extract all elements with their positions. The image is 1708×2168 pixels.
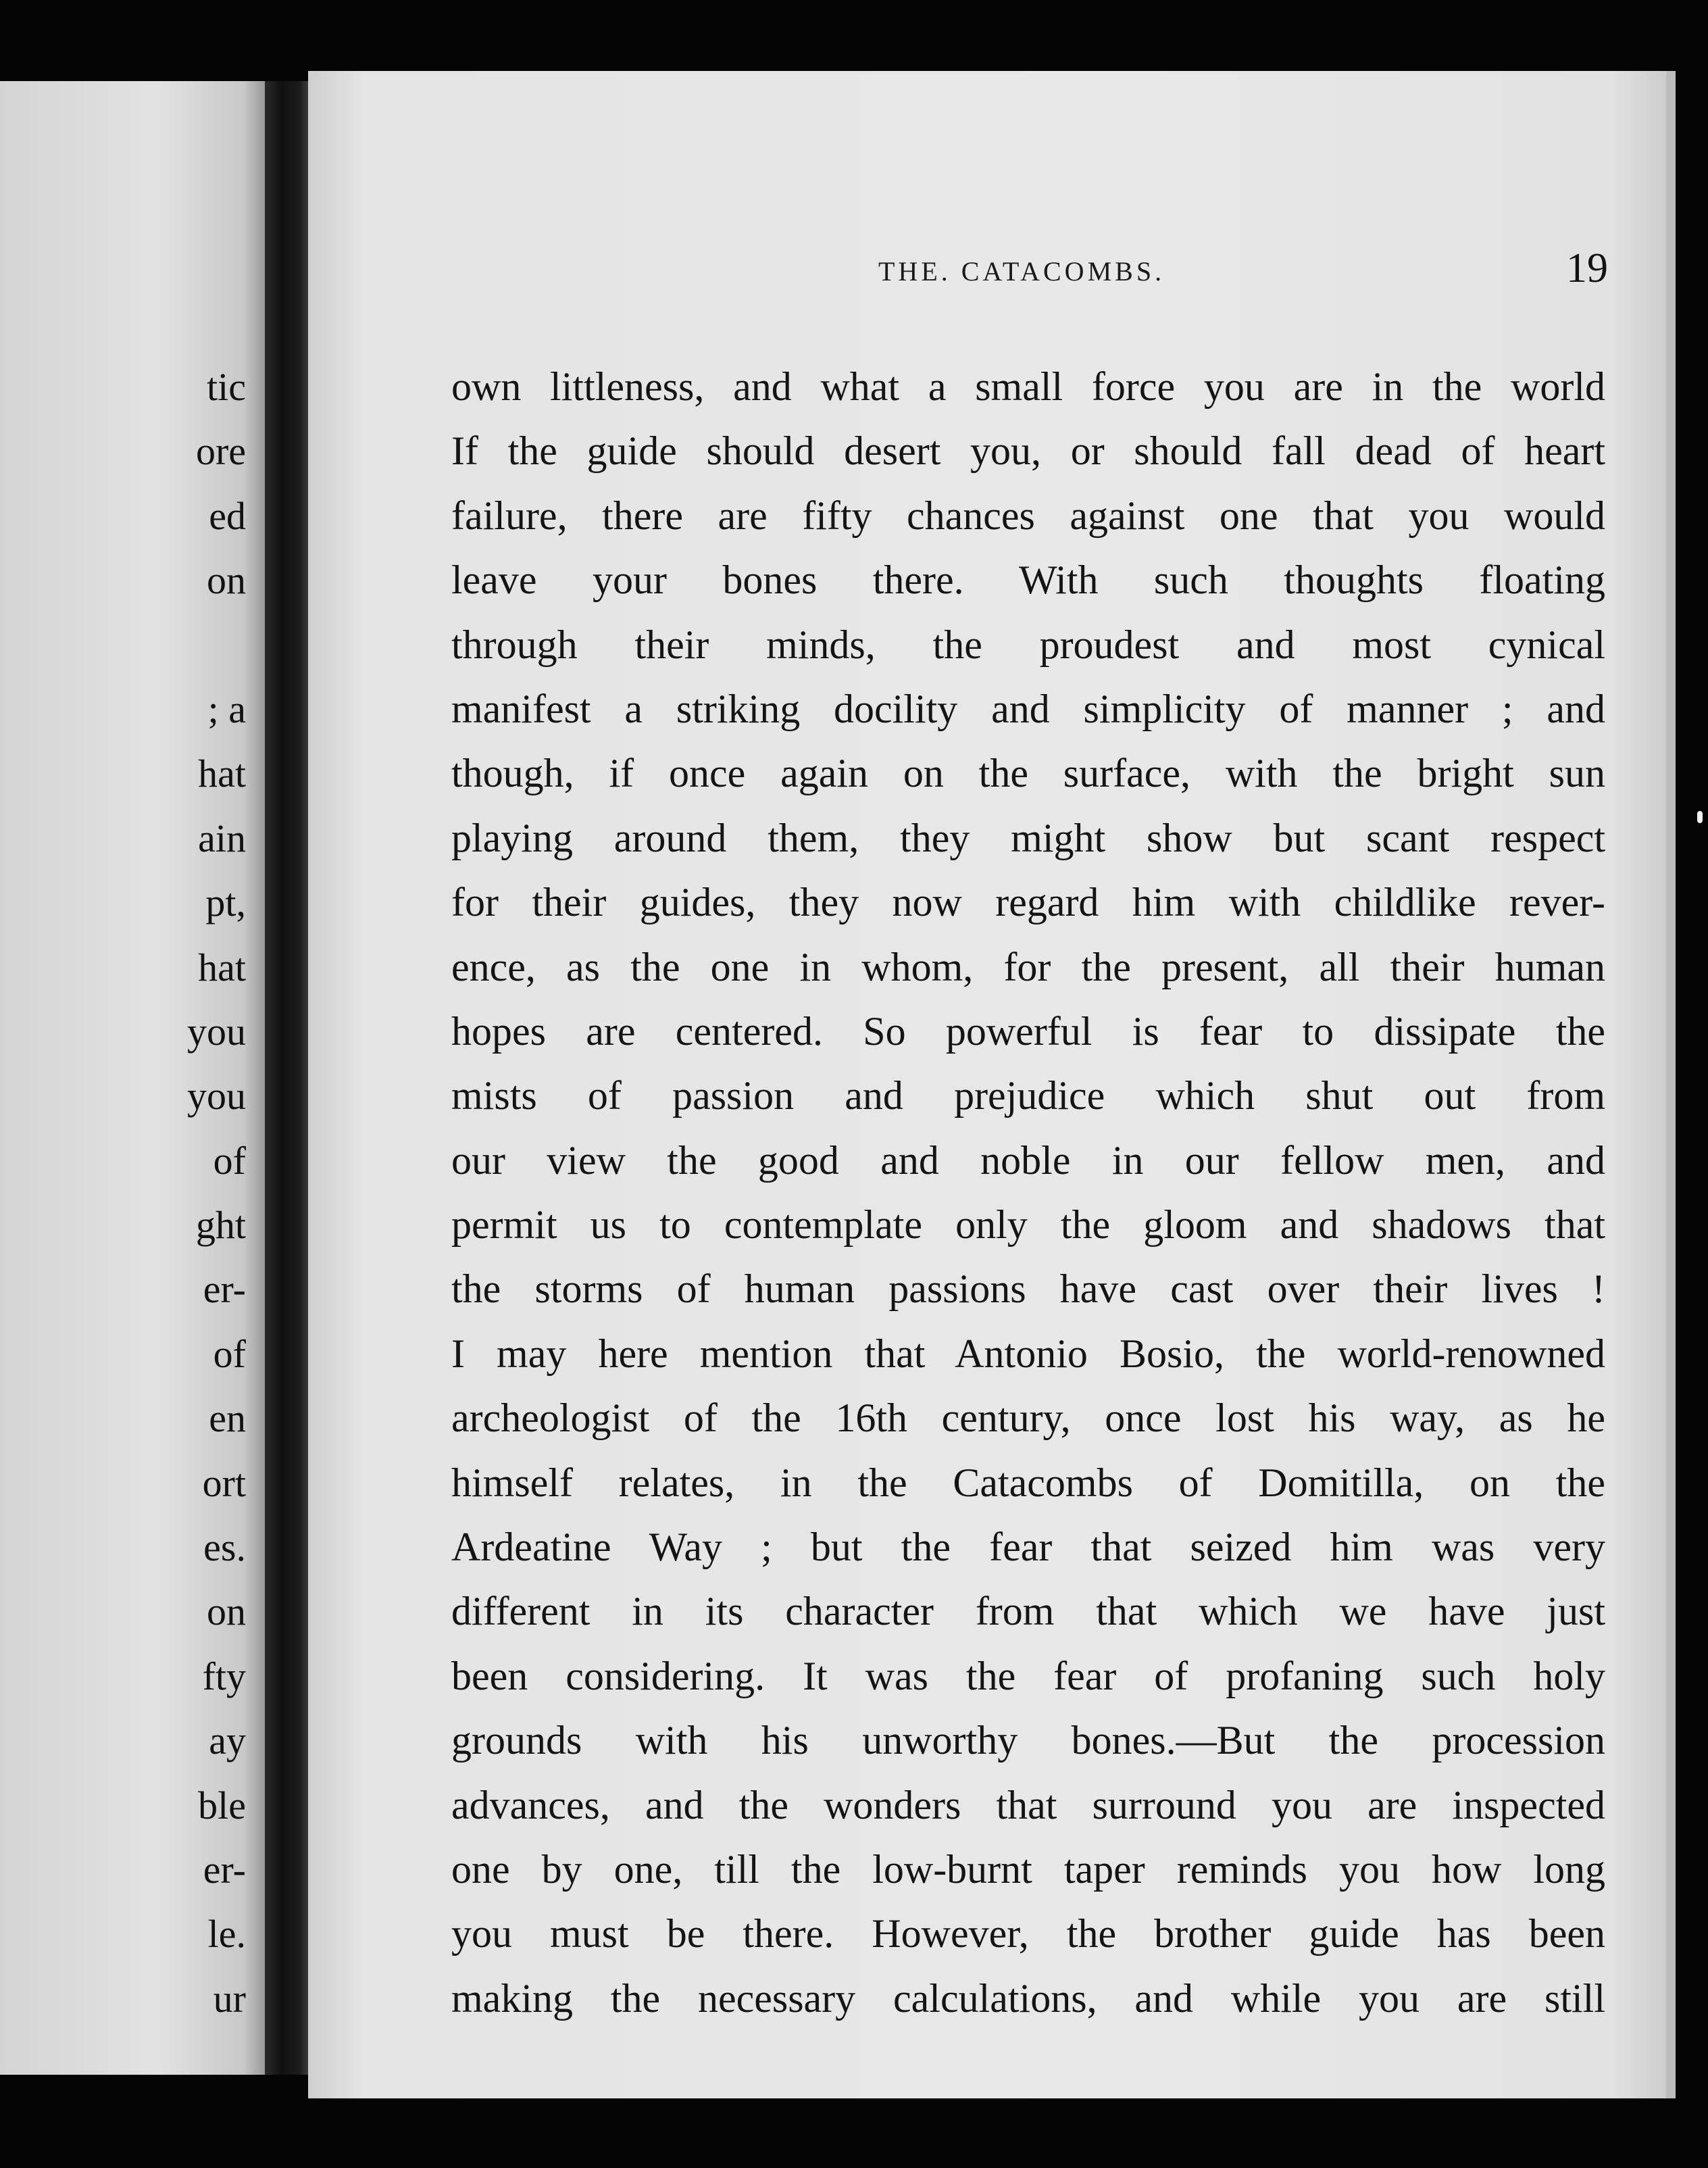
left-page-text-fragments xyxy=(111,81,246,2031)
text-line: you must be there. However, the brother guide has been xyxy=(451,1911,1605,1956)
text-line: failure, there are fifty chances against one that you would xyxy=(451,493,1605,538)
text-line: I may here mention that Antonio Bosio, the world-renowned xyxy=(451,1331,1605,1376)
left-fragment: ain xyxy=(198,816,246,860)
left-fragment: on xyxy=(207,558,246,603)
text-line: through their minds, the proudest and most cynical xyxy=(451,622,1605,667)
text-line: leave your bones there. With such thoughts floating xyxy=(451,558,1605,603)
left-fragment: fty xyxy=(202,1654,246,1698)
book-gutter xyxy=(265,81,308,2075)
left-fragment: of xyxy=(213,1331,246,1376)
left-fragment: ay xyxy=(209,1719,246,1763)
left-fragment: hat xyxy=(198,945,246,989)
text-line: archeologist of the 16th century, once lost his way, as he xyxy=(451,1396,1605,1441)
left-fragment: you xyxy=(187,1009,246,1054)
left-fragment: ur xyxy=(213,1976,246,2021)
left-fragment: ble xyxy=(198,1783,246,1827)
text-line: permit us to contemplate only the gloom and shadows that xyxy=(451,1202,1605,1248)
text-line: for their guides, they now regard him with childlike rever- xyxy=(451,880,1605,925)
text-line: ence, as the one in whom, for the present, all their human xyxy=(451,944,1605,989)
text-line: making the necessary calculations, and while you are still xyxy=(451,1975,1605,2021)
text-line: If the guide should desert you, or should fall dead of heart xyxy=(451,428,1605,474)
left-fragment: ore xyxy=(195,429,246,474)
text-line: Ardeatine Way ; but the fear that seized him was very xyxy=(451,1525,1605,1570)
left-fragment xyxy=(111,613,246,677)
text-line: manifest a striking docility and simplicity of manner ; and xyxy=(451,686,1605,731)
running-head: THE. CATACOMBS. xyxy=(878,256,1165,287)
body-text xyxy=(451,355,1605,2031)
left-fragment: en xyxy=(209,1396,246,1441)
text-line: grounds with his unworthy bones.—But the procession xyxy=(451,1718,1605,1763)
left-fragment: er- xyxy=(203,1847,246,1892)
left-fragment: hat xyxy=(198,752,246,796)
text-line: though, if once again on the surface, with the bright sun xyxy=(451,751,1605,796)
left-fragment: tic xyxy=(207,365,246,409)
left-fragment: of xyxy=(213,1138,246,1183)
text-line: himself relates, in the Catacombs of Domitilla, on the xyxy=(451,1460,1605,1505)
scan-speck xyxy=(1697,811,1703,823)
text-line: our view the good and noble in our fellow men, and xyxy=(451,1137,1605,1183)
left-fragment: le. xyxy=(207,1912,246,1956)
text-line: the storms of human passions have cast over their lives ! xyxy=(451,1266,1605,1312)
text-line: own littleness, and what a small force you are in the world xyxy=(451,364,1605,409)
text-line: been considering. It was the fear of profaning such holy xyxy=(451,1653,1605,1698)
left-fragment: ort xyxy=(202,1460,246,1505)
left-fragment: es. xyxy=(203,1525,246,1570)
text-line: hopes are centered. So powerful is fear to dissipate the xyxy=(451,1008,1605,1054)
left-fragment: ; a xyxy=(207,687,246,731)
right-page-edge xyxy=(1666,71,1676,2098)
left-fragment: on xyxy=(207,1590,246,1634)
left-fragment: ed xyxy=(209,493,246,538)
text-line: different in its character from that which we have just xyxy=(451,1589,1605,1634)
left-page xyxy=(0,81,265,2075)
left-fragment: you xyxy=(187,1074,246,1118)
text-line: one by one, till the low-burnt taper reminds you how long xyxy=(451,1846,1605,1892)
text-line: advances, and the wonders that surround you are inspected xyxy=(451,1782,1605,1827)
left-fragment: er- xyxy=(203,1267,246,1312)
text-line: mists of passion and prejudice which shut out from xyxy=(451,1073,1605,1118)
text-line: playing around them, they might show but scant respect xyxy=(451,815,1605,860)
left-fragment: ght xyxy=(195,1203,246,1248)
page-number: 19 xyxy=(1566,245,1608,291)
left-fragment: pt, xyxy=(205,881,246,925)
